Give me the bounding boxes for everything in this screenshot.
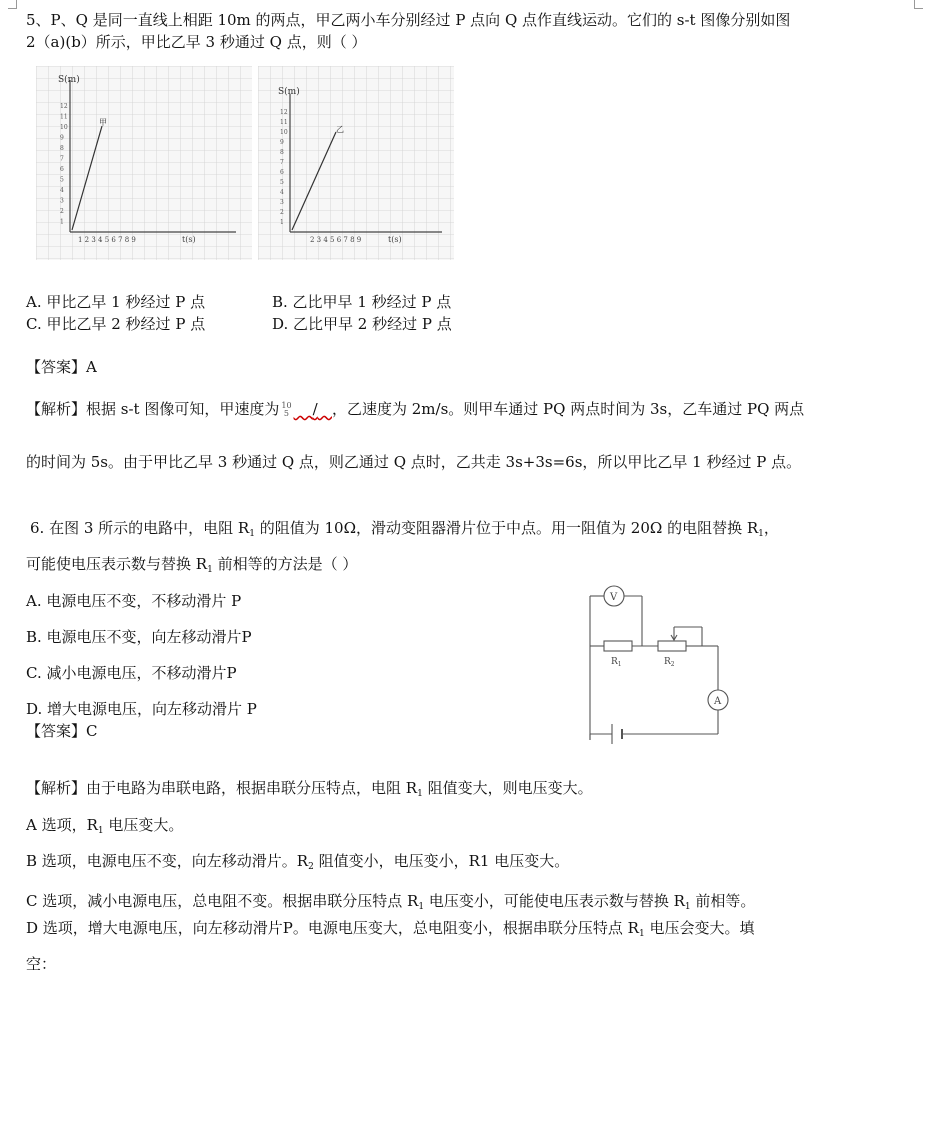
q6-option-a: A. 电源电压不变，不移动滑片 P <box>26 592 242 610</box>
st-graph-a <box>36 66 252 260</box>
graph-a-y-tick-6: 6 <box>60 166 64 173</box>
graph-a-y-label: S(m) <box>58 75 80 85</box>
q5-analysis-line1 <box>26 399 804 419</box>
graph-b-y-tick-9: 3 <box>280 199 284 206</box>
graph-b-line-label: 乙 <box>336 125 344 134</box>
q5-analysis-unit: / <box>312 400 318 418</box>
q5-stem-line1: 5、P、Q 是同一直线上相距 10m 的两点，甲乙两小车分别经过 P 点向 Q 点作直线运动。它们的 s-t 图像分别如图 <box>26 11 791 29</box>
graph-a-y-tick-3: 9 <box>60 134 64 142</box>
q5-analysis-line2: 的时间为 5s。由于甲比乙早 3 秒通过 Q 点，则乙通过 Q 点时，乙共走 3s+3s=6s，所以甲比乙早 1 秒经过 P 点。 <box>26 453 802 471</box>
graph-a-y-tick-1: 11 <box>60 113 68 121</box>
q5-analysis-text1a: 根据 s-t 图像可知，甲速度为 <box>86 400 280 418</box>
graph-b-y-tick-6: 6 <box>280 169 284 176</box>
circuit-diagram <box>584 582 730 752</box>
corner-mark-right <box>914 0 923 9</box>
rheostat-r2 <box>658 641 686 651</box>
corner-mark-left <box>8 0 17 9</box>
q6-option-b: B. 电源电压不变，向左移动滑片P <box>26 628 252 646</box>
q5-option-b: B. 乙比甲早 1 秒经过 P 点 <box>272 293 452 311</box>
q6-stem-line1: 6. 在图 3 所示的电路中，电阻 $R_1$ 的阻值为 10Ω，滑动变阻器滑片位于中点。用一阻值为 20Ω 的电阻替换 $R_1$， <box>30 519 779 539</box>
r1-label: $R_1$ <box>611 657 622 668</box>
graph-b-y-tick-10: 2 <box>280 209 284 216</box>
ammeter-label: A <box>714 696 722 707</box>
graph-a-x-label: t(s) <box>182 235 196 244</box>
graph-a-y-tick-9: 3 <box>60 197 64 205</box>
q5-analysis-fraction: 10 5 <box>281 401 292 418</box>
graph-a-line-label: 甲 <box>99 118 107 127</box>
graph-b-y-tick-3: 9 <box>280 139 284 146</box>
resistor-r1 <box>604 641 632 651</box>
graph-b-y-tick-4: 8 <box>280 149 284 156</box>
q6-analysis-line1: 【解析】由于电路为串联电路，根据串联分压特点，电阻 $R_1$ 阻值变大，则电压变大。 <box>26 779 593 799</box>
graph-b-y-tick-1: 11 <box>280 119 288 126</box>
q5-analysis-text1b: ，乙速度为 2m/s。则甲车通过 PQ 两点时间为 3s，乙车通过 PQ 两点 <box>332 400 805 418</box>
graph-b-y-label: S(m) <box>278 87 300 97</box>
q5-analysis-head: 【解析】 <box>26 400 87 418</box>
graph-a-y-tick-11: 1 <box>60 218 64 226</box>
graph-b-x-ticks: 2 3 4 5 6 7 8 9 <box>310 236 362 244</box>
graph-a-y-tick-10: 2 <box>60 208 64 215</box>
graph-a-y-tick-4: 8 <box>60 145 64 152</box>
graph-a-y-tick-7: 5 <box>60 176 64 184</box>
r2-label: $R_2$ <box>664 657 675 668</box>
q5-stem-line2: 2（a)(b）所示，甲比乙早 3 秒通过 Q 点，则（ ） <box>26 33 367 51</box>
q6-analysis-line3: B 选项，电源电压不变，向左移动滑片。$R_2$ 阻值变小，电压变小，R1 电压变大。 <box>26 852 570 872</box>
graph-a-y-tick-8: 4 <box>60 187 64 194</box>
graph-b-y-tick-2: 10 <box>280 129 288 136</box>
q6-option-c: C. 减小电源电压，不移动滑片P <box>26 664 237 682</box>
graph-b-y-tick-8: 4 <box>280 189 284 196</box>
q6-stem-line2: 可能使电压表示数与替换 $R_1$ 前相等的方法是（ ） <box>26 555 358 575</box>
graph-a-x-ticks: 1 2 3 4 5 6 7 8 9 <box>78 236 136 244</box>
graph-b-y-tick-11: 1 <box>280 219 284 226</box>
q5-option-a: A. 甲比乙早 1 秒经过 P 点 <box>26 293 206 311</box>
q5-option-d: D. 乙比甲早 2 秒经过 P 点 <box>272 315 452 333</box>
q5-answer: 【答案】A <box>26 358 97 376</box>
q6-analysis-line6: 空： <box>26 955 57 973</box>
st-graph-b <box>258 66 454 260</box>
graph-b-x-label: t(s) <box>388 235 402 244</box>
graph-a-y-tick-0: 12 <box>60 103 68 110</box>
graph-b-y-tick-0: 12 <box>280 109 288 116</box>
q6-analysis-line5: D 选项，增大电源电压，向左移动滑片P。电源电压变大，总电阻变小，根据串联分压特点 $R_1$ 电压会变大。填 <box>26 919 755 939</box>
q6-analysis-line2: A 选项，$R_1$ 电压变大。 <box>26 816 184 836</box>
graph-b-y-tick-5: 7 <box>280 159 284 166</box>
q5-option-c: C. 甲比乙早 2 秒经过 P 点 <box>26 315 206 333</box>
graph-a-y-tick-2: 10 <box>60 124 68 131</box>
graph-a-y-tick-5: 7 <box>60 155 64 163</box>
q6-answer: 【答案】C <box>26 722 98 740</box>
q6-analysis-line4: C 选项，减小电源电压，总电阻不变。根据串联分压特点 $R_1$ 电压变小，可能使电压表示数与替换 $R_1$ 前相等。 <box>26 892 756 912</box>
voltmeter-label: V <box>610 592 618 603</box>
q6-option-d: D. 增大电源电压，向左移动滑片 P <box>26 700 257 718</box>
graph-b-y-tick-7: 5 <box>280 179 284 186</box>
